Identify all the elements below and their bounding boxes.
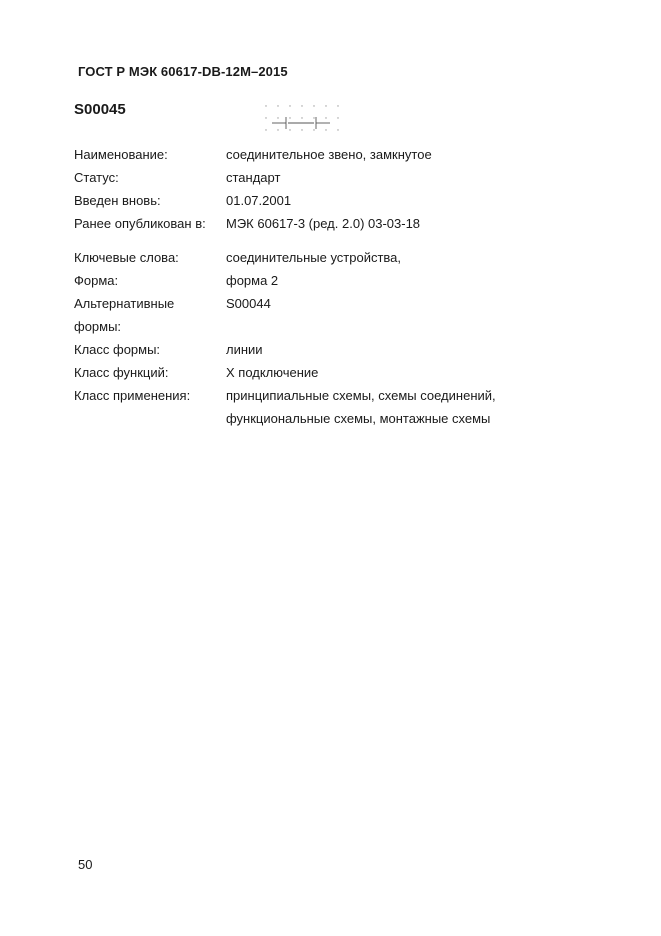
closed-connecting-link-symbol-icon [262, 104, 342, 138]
standard-header: ГОСТ Р МЭК 60617-DB-12M–2015 [78, 64, 288, 79]
page-number: 50 [78, 857, 93, 872]
form-value: форма 2 [226, 273, 279, 288]
form-label: Форма: [74, 273, 119, 288]
symbol-code: S00045 [74, 101, 126, 118]
alt-forms-label: Альтернативные [74, 296, 175, 311]
status-value: стандарт [226, 170, 281, 185]
published-label: Ранее опубликован в: [74, 216, 206, 231]
alt-forms-value: S00044 [226, 296, 271, 311]
application-class-value: принципиальные схемы, схемы соединений, [226, 388, 496, 403]
keywords-value: соединительные устройства, [226, 250, 402, 265]
introduced-value: 01.07.2001 [226, 193, 292, 208]
published-value: МЭК 60617-3 (ред. 2.0) 03-03-18 [226, 216, 421, 231]
name-label: Наименование: [74, 147, 168, 162]
alt-forms-label-cont: формы: [74, 319, 122, 334]
application-class-label: Класс применения: [74, 388, 191, 403]
name-value: соединительное звено, замкнутое [226, 147, 432, 162]
application-class-value-cont: функциональные схемы, монтажные схемы [226, 411, 491, 426]
status-label: Статус: [74, 170, 119, 185]
form-class-label: Класс формы: [74, 342, 161, 357]
form-class-value: линии [226, 342, 263, 357]
function-class-value: X подключение [226, 365, 319, 380]
keywords-label: Ключевые слова: [74, 250, 179, 265]
introduced-label: Введен вновь: [74, 193, 161, 208]
function-class-label: Класс функций: [74, 365, 169, 380]
